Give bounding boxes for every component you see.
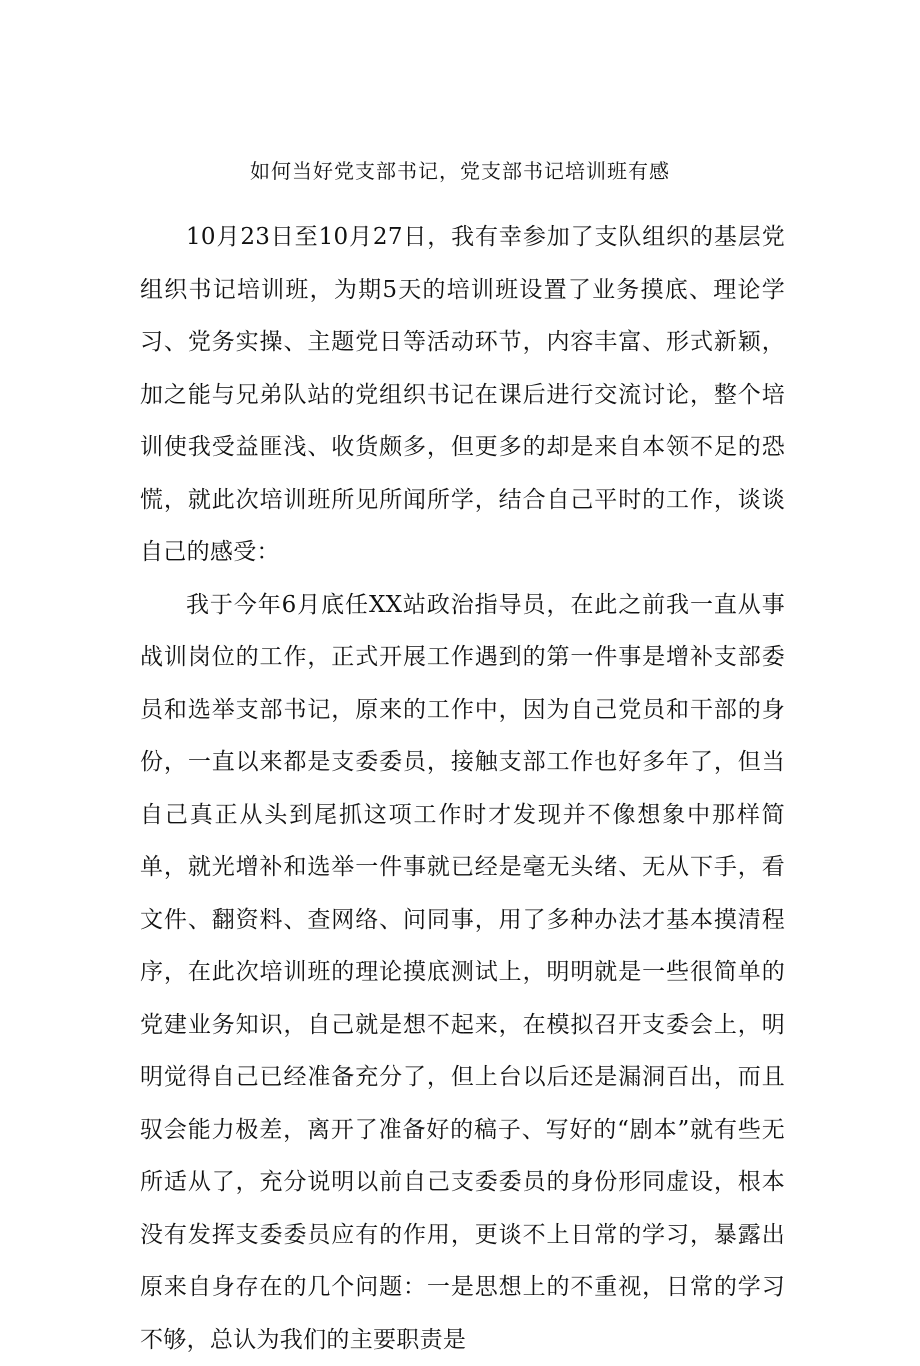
document-title: 如何当好党支部书记，党支部书记培训班有感 (0, 156, 920, 186)
paragraph-2: 我于今年6月底任XX站政治指导员，在此之前我一直从事战训岗位的工作，正式开展工作遇到的第一件事是增补支部委员和选举支部书记，原来的工作中，因为自己党员和干部的身份，一直以来都是支委委员，接触支部工作也好多年了，但当自己真正从头到尾抓这项工作时才发现并不像想象中那样简单，就光增补和选举一件事就已经是毫无头绪、无从下手，看文件、翻资料、查网络、问同事，用了多种办法才基本摸清程序，在此次培训班的理论摸底测试上，明明就是一些很简单的党建业务知识，自己就是想不起来，在模拟召开支委会上，明明觉得自己已经准备充分了，但上台以后还是漏洞百出，而且驭会能力极差，离开了准备好的稿子、写好的“剧本”就有些无所适从了，充分说明以前自己支委委员的身份形同虚设，根本没有发挥支委委员应有的作用，更谈不上日常的学习，暴露出原来自身存在的几个问题：一是思想上的不重视，日常的学习不够，总认为我们的主要职责是 (140, 579, 785, 1366)
document-body (140, 211, 785, 1366)
paragraph-1: 10月23日至10月27日，我有幸参加了支队组织的基层党组织书记培训班，为期5天的培训班设置了业务摸底、理论学习、党务实操、主题党日等活动环节，内容丰富、形式新颖，加之能与兄弟队站的党组织书记在课后进行交流讨论，整个培训使我受益匪浅、收货颇多，但更多的却是来自本领不足的恐慌，就此次培训班所见所闻所学，结合自己平时的工作，谈谈自己的感受： (140, 211, 785, 579)
